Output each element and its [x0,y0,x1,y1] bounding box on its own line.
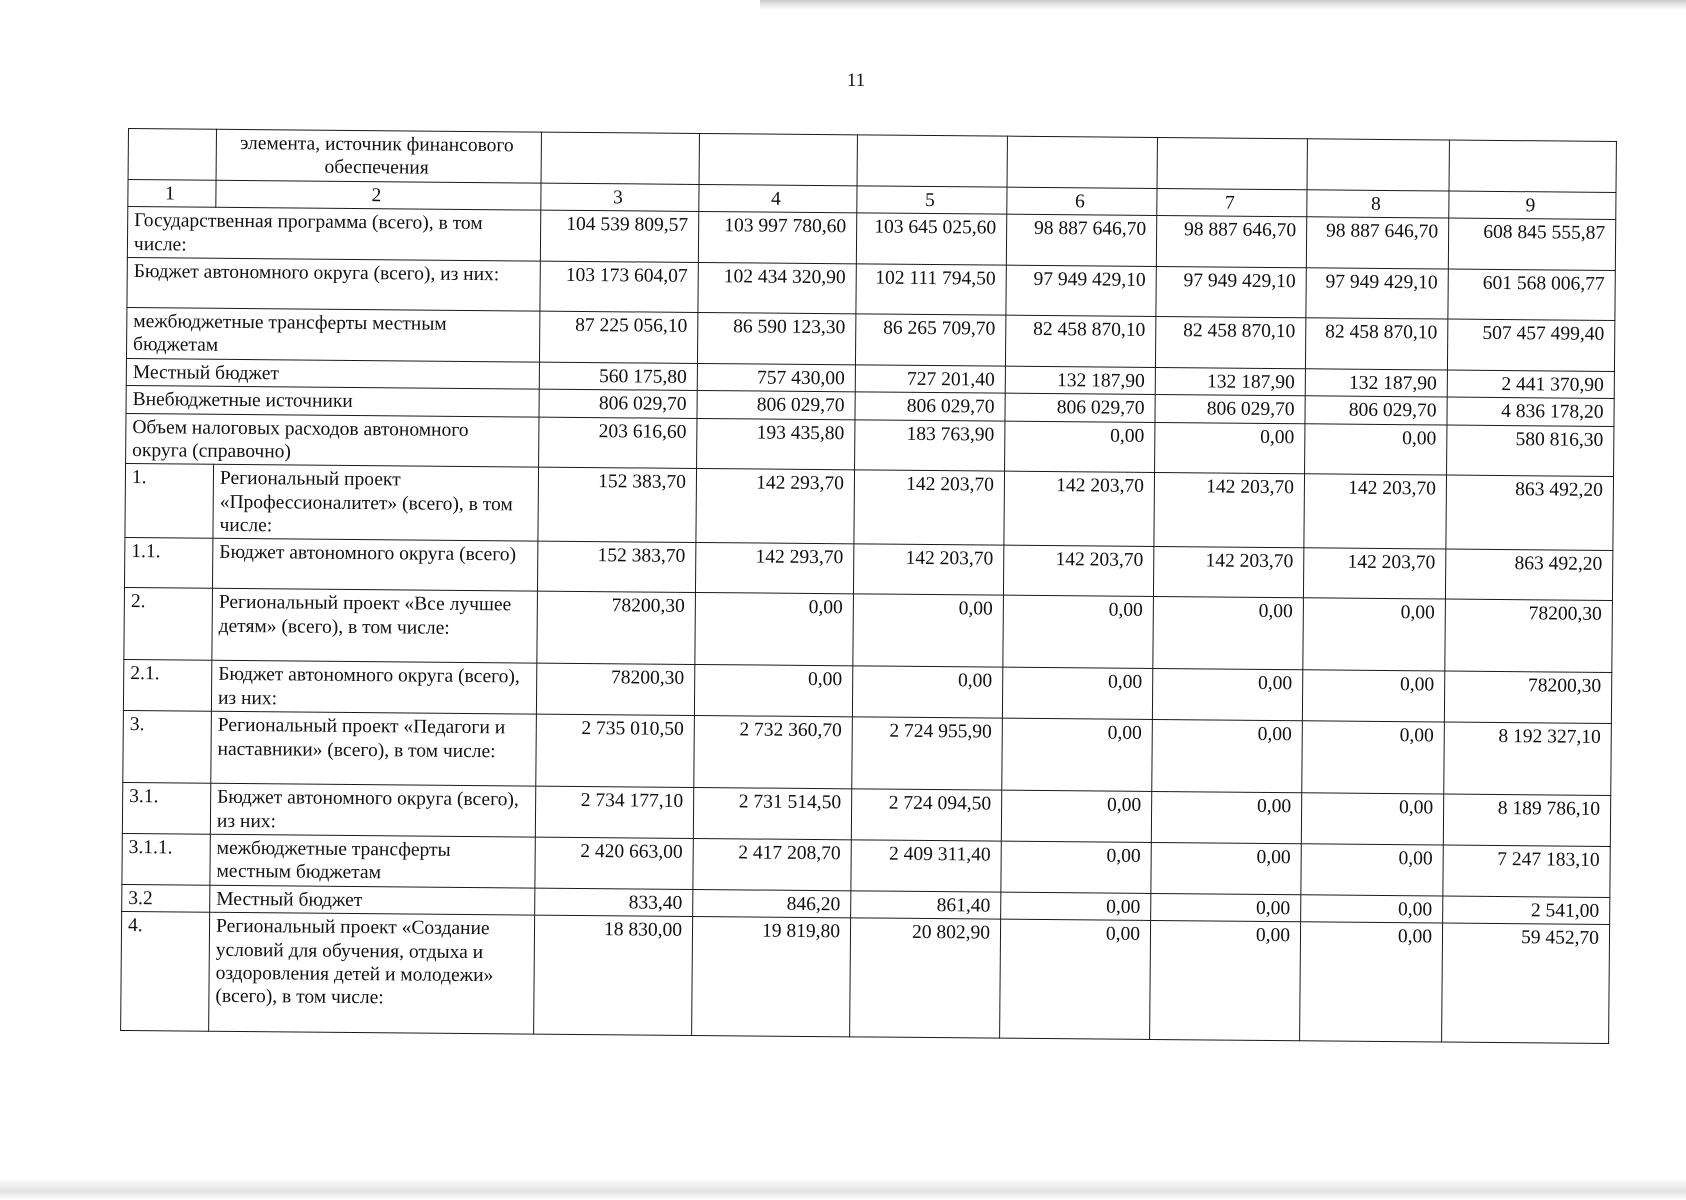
row-name: Бюджет автономного округа (всего), из них: [210,783,535,837]
value-cell: 2 420 663,00 [535,837,693,889]
column-number: 4 [699,184,857,213]
value-cell: 8 189 786,10 [1443,794,1610,846]
value-cell: 861,40 [851,891,1001,920]
value-cell: 2 724 094,50 [851,789,1001,841]
value-cell: 0,00 [1302,721,1445,794]
value-cell: 727 201,40 [855,365,1005,394]
value-cell: 0,00 [852,666,1002,718]
value-cell: 0,00 [1151,893,1301,922]
table-row [125,464,1614,551]
value-cell: 0,00 [1000,919,1151,1039]
value-cell: 560 175,80 [539,362,697,391]
value-cell: 0,00 [695,593,854,666]
header-cell-element-source: элемента, источник финансового обеспечения [216,129,541,183]
row-name: межбюджетные трансферты местным бюджетам [210,834,535,888]
value-cell: 97 949 429,10 [1306,268,1448,319]
value-cell: 608 845 555,87 [1448,218,1615,270]
value-cell: 2 541,00 [1443,896,1610,925]
value-cell: 0,00 [1303,598,1446,671]
row-index: 1. [125,464,214,539]
value-cell: 0,00 [1151,842,1301,894]
row-index: 3. [123,711,212,784]
value-cell: 103 997 780,60 [698,212,856,264]
table-row [124,588,1613,673]
row-index: 2. [124,588,213,661]
value-cell: 142 203,70 [1153,547,1303,598]
column-number: 6 [1007,187,1157,216]
value-cell: 132 187,90 [1155,367,1305,396]
header-cell-empty [541,132,699,184]
value-cell: 0,00 [1150,921,1301,1041]
value-cell: 104 539 809,57 [540,210,698,262]
value-cell: 2 441 370,90 [1447,370,1614,399]
value-cell: 863 492,20 [1445,549,1612,600]
value-cell: 142 203,70 [1304,474,1447,549]
row-name: Региональный проект «Профессионалитет» (всего), в том числе: [213,465,539,542]
header-cell-empty [1157,137,1307,189]
value-cell: 2 735 010,50 [536,714,695,787]
value-cell: 103 173 604,07 [540,261,698,312]
value-cell: 0,00 [1002,668,1152,720]
value-cell: 0,00 [853,594,1004,667]
header-cell-empty [128,129,216,181]
value-cell: 806 029,70 [1305,396,1447,425]
row-name: Региональный проект «Создание условий для обучения, отдыха и оздоровления детей и молодежи» (всего), в том числе: [209,912,535,1034]
scan-edge-bottom [0,1178,1686,1200]
value-cell: 142 203,70 [853,544,1003,595]
value-cell: 78200,30 [1445,599,1613,672]
row-name: Региональный проект «Педагоги и наставники» (всего), в том числе: [211,712,537,787]
header-cell-empty [857,135,1007,187]
value-cell: 97 949 429,10 [1156,266,1306,317]
value-cell: 2 732 360,70 [694,716,853,789]
budget-table [120,128,1617,1044]
value-cell: 87 225 056,10 [539,311,697,363]
value-cell: 86 265 709,70 [855,314,1005,366]
value-cell: 2 731 514,50 [693,788,851,840]
row-name: Бюджет автономного округа (всего), из них: [127,257,540,311]
value-cell: 0,00 [1155,422,1305,474]
value-cell: 0,00 [694,665,852,717]
value-cell: 142 203,70 [854,470,1005,545]
value-cell: 0,00 [1302,670,1444,722]
column-number: 2 [216,180,541,210]
value-cell: 18 830,00 [534,915,693,1035]
value-cell: 806 029,70 [697,391,855,420]
value-cell: 78200,30 [1444,671,1611,723]
column-number: 5 [857,186,1007,215]
value-cell: 7 247 183,10 [1443,845,1610,897]
row-name: Бюджет автономного округа (всего) [212,539,537,592]
value-cell: 78200,30 [536,664,694,716]
page-number: 11 [846,70,866,91]
value-cell: 132 187,90 [1305,369,1447,398]
header-cell-empty [699,133,857,185]
value-cell: 757 430,00 [697,363,855,392]
value-cell: 203 616,60 [539,417,697,469]
value-cell: 142 293,70 [696,469,855,545]
row-index: 3.1. [122,783,210,835]
value-cell: 2 734 177,10 [535,786,693,838]
row-name: Бюджет автономного округа (всего), из них: [211,661,536,715]
row-index: 3.1.1. [122,834,210,886]
value-cell: 59 452,70 [1442,923,1610,1043]
value-cell: 8 192 327,10 [1444,722,1612,795]
row-name: Объем налоговых расходов автономного округа (справочно) [126,413,539,467]
column-number: 9 [1449,191,1616,220]
value-cell: 82 458 870,10 [1005,315,1155,367]
value-cell: 102 111 794,50 [856,264,1006,315]
row-name: Региональный проект «Все лучшее детям» (всего), в том числе: [212,589,538,664]
value-cell: 142 203,70 [1003,546,1153,597]
value-cell: 806 029,70 [1155,395,1305,424]
value-cell: 183 763,90 [855,419,1005,471]
row-name: межбюджетные трансферты местным бюджетам [126,307,539,361]
row-name: Внебюджетные источники [126,386,539,417]
value-cell: 0,00 [1003,596,1154,669]
value-cell: 806 029,70 [1005,393,1155,422]
value-cell: 142 293,70 [695,543,853,594]
value-cell: 82 458 870,10 [1155,316,1305,368]
value-cell: 97 949 429,10 [1006,265,1156,316]
header-cell-empty [1449,140,1616,192]
column-number: 7 [1157,188,1307,217]
value-cell: 806 029,70 [539,389,697,418]
value-cell: 142 203,70 [1154,473,1305,548]
row-name: Государственная программа (всего), в том числе: [127,207,540,261]
table-row [123,711,1612,796]
value-cell: 20 802,90 [850,918,1001,1038]
header-cell-empty [1307,139,1449,191]
value-cell: 4 836 178,20 [1447,397,1614,426]
value-cell: 580 816,30 [1447,425,1614,477]
scan-edge-top [760,0,1686,10]
value-cell: 601 568 006,77 [1448,269,1615,320]
value-cell: 0,00 [1001,841,1151,893]
value-cell: 102 434 320,90 [698,262,856,313]
row-index: 3.2 [122,884,210,912]
value-cell: 193 435,80 [697,418,855,470]
value-cell: 0,00 [1152,720,1303,793]
value-cell: 152 383,70 [537,542,695,593]
value-cell: 2 724 955,90 [852,717,1003,790]
value-cell: 98 887 646,70 [1006,214,1156,266]
value-cell: 0,00 [1305,423,1447,475]
value-cell: 806 029,70 [855,392,1005,421]
value-cell: 103 645 025,60 [856,213,1006,265]
column-number: 1 [128,179,216,207]
value-cell: 0,00 [1002,718,1153,791]
value-cell: 846,20 [693,889,851,918]
value-cell: 19 819,80 [692,917,851,1037]
value-cell: 0,00 [1151,792,1301,844]
table-row [121,912,1610,1044]
value-cell: 82 458 870,10 [1305,318,1447,370]
row-index: 2.1. [123,660,211,712]
value-cell: 152 383,70 [538,467,697,543]
value-cell: 78200,30 [537,592,696,665]
value-cell: 2 417 208,70 [693,838,851,890]
column-number: 8 [1307,190,1449,219]
value-cell: 2 409 311,40 [851,840,1001,892]
value-cell: 0,00 [1153,597,1304,670]
row-name: Местный бюджет [126,358,539,389]
value-cell: 142 203,70 [1303,548,1445,599]
value-cell: 0,00 [1300,922,1443,1042]
row-index: 1.1. [124,538,212,589]
row-index: 4. [121,912,210,1032]
header-cell-empty [1007,136,1157,188]
value-cell: 0,00 [1001,790,1151,842]
value-cell: 142 203,70 [1004,471,1155,546]
value-cell: 833,40 [535,888,693,917]
column-number: 3 [541,183,699,212]
scanned-sheet [120,128,1616,1044]
row-name: Местный бюджет [210,885,535,915]
value-cell: 0,00 [1301,844,1443,896]
value-cell: 0,00 [1001,892,1151,921]
value-cell: 863 492,20 [1446,475,1614,551]
value-cell: 0,00 [1152,669,1302,721]
value-cell: 0,00 [1301,895,1443,924]
value-cell: 98 887 646,70 [1156,216,1306,268]
value-cell: 86 590 123,30 [697,312,855,364]
value-cell: 132 187,90 [1005,366,1155,395]
value-cell: 507 457 499,40 [1447,319,1614,371]
value-cell: 0,00 [1005,421,1155,473]
value-cell: 98 887 646,70 [1306,217,1448,269]
value-cell: 0,00 [1301,793,1443,845]
